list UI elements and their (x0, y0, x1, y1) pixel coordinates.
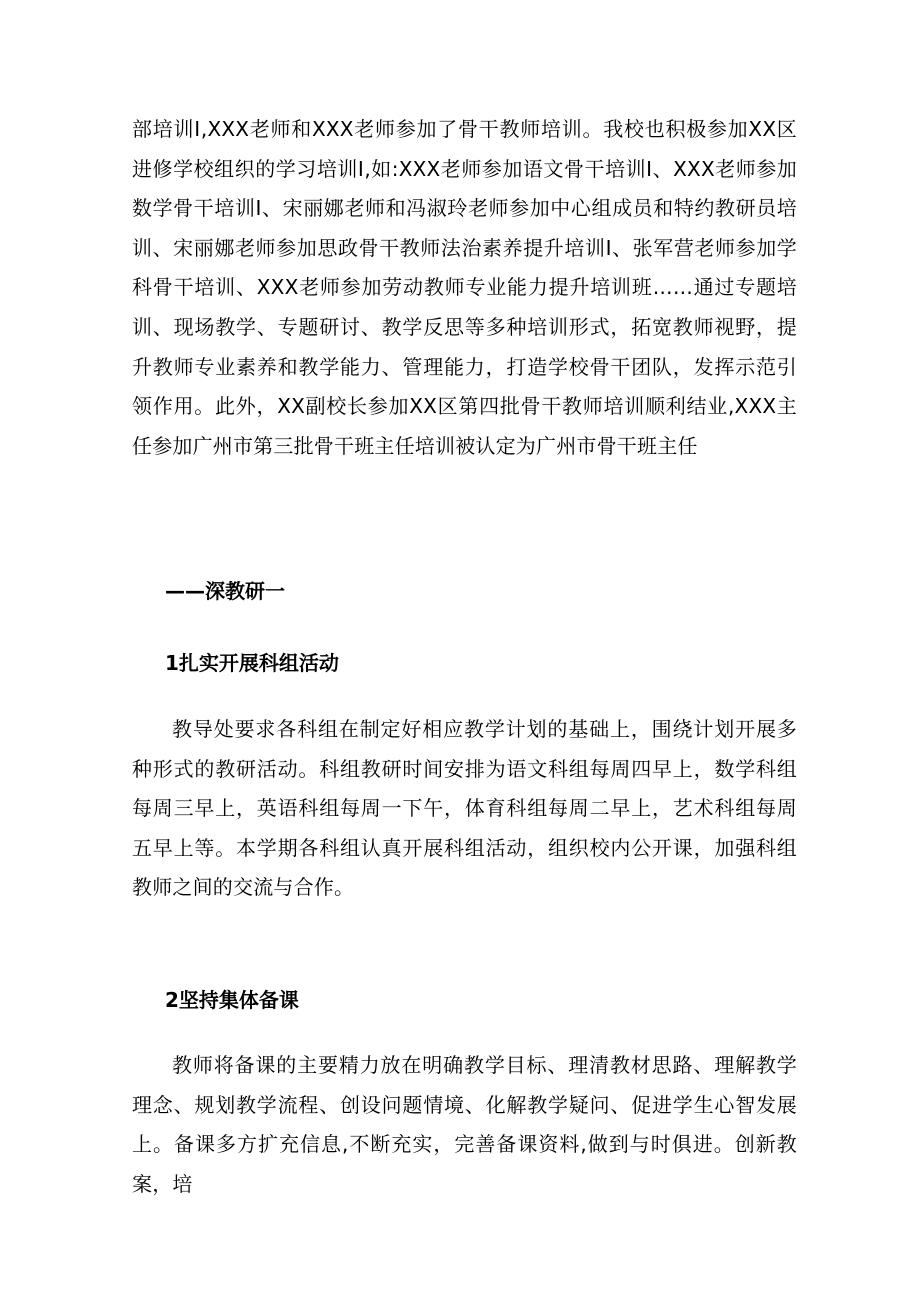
section-title: ——深教研一 (165, 579, 285, 603)
body-paragraph-collective-lesson-prep: 教师将备课的主要精力放在明确教学目标、理清教材思路、理解教学理念、规划教学流程、创设问题情境、化解教学疑问、促进学生心智发展上。备课多方扩充信息,不断充实，完善备课资料,做到与时俱进。创新教案，培 (132, 1053, 797, 1196)
subsection-title-subject-group-activities: 1扎实开展科组活动 (165, 651, 339, 675)
subsection-title-collective-lesson-prep: 2坚持集体备课 (165, 988, 299, 1012)
body-paragraph-subject-group-activities: 教导处要求各科组在制定好相应教学计划的基础上，围绕计划开展多种形式的教研活动。科组教研时间安排为语文科组每周四早上，数学科组每周三早上，英语科组每周一下午，体育科组每周二早上，艺术科组每周五早上等。本学期各科组认真开展科组活动，组织校内公开课，加强科组教师之间的交流与合作。 (132, 717, 797, 900)
body-paragraph-teacher-training: 部培训Ⅰ,XXX老师和XXX老师参加了骨干教师培训。我校也积极参加XX区进修学校组织的学习培训Ⅰ,如:XXX老师参加语文骨干培训Ⅰ、XXX老师参加数学骨干培训Ⅰ、宋丽娜老师和冯淑玲老师参加中心组成员和特约教研员培训、宋丽娜老师参加思政骨干教师法治素养提升培训Ⅰ、张军营老师参加学科骨干培训、XXX老师参加劳动教师专业能力提升培训班……通过专题培训、现场教学、专题研讨、教学反思等多种培训形式，拓宽教师视野，提升教师专业素养和教学能力、管理能力，打造学校骨干团队，发挥示范引领作用。此外，XX副校长参加XX区第四批骨干教师培训顺利结业,XXX主任参加广州市第三批骨干班主任培训被认定为广州市骨干班主任 (132, 117, 797, 458)
